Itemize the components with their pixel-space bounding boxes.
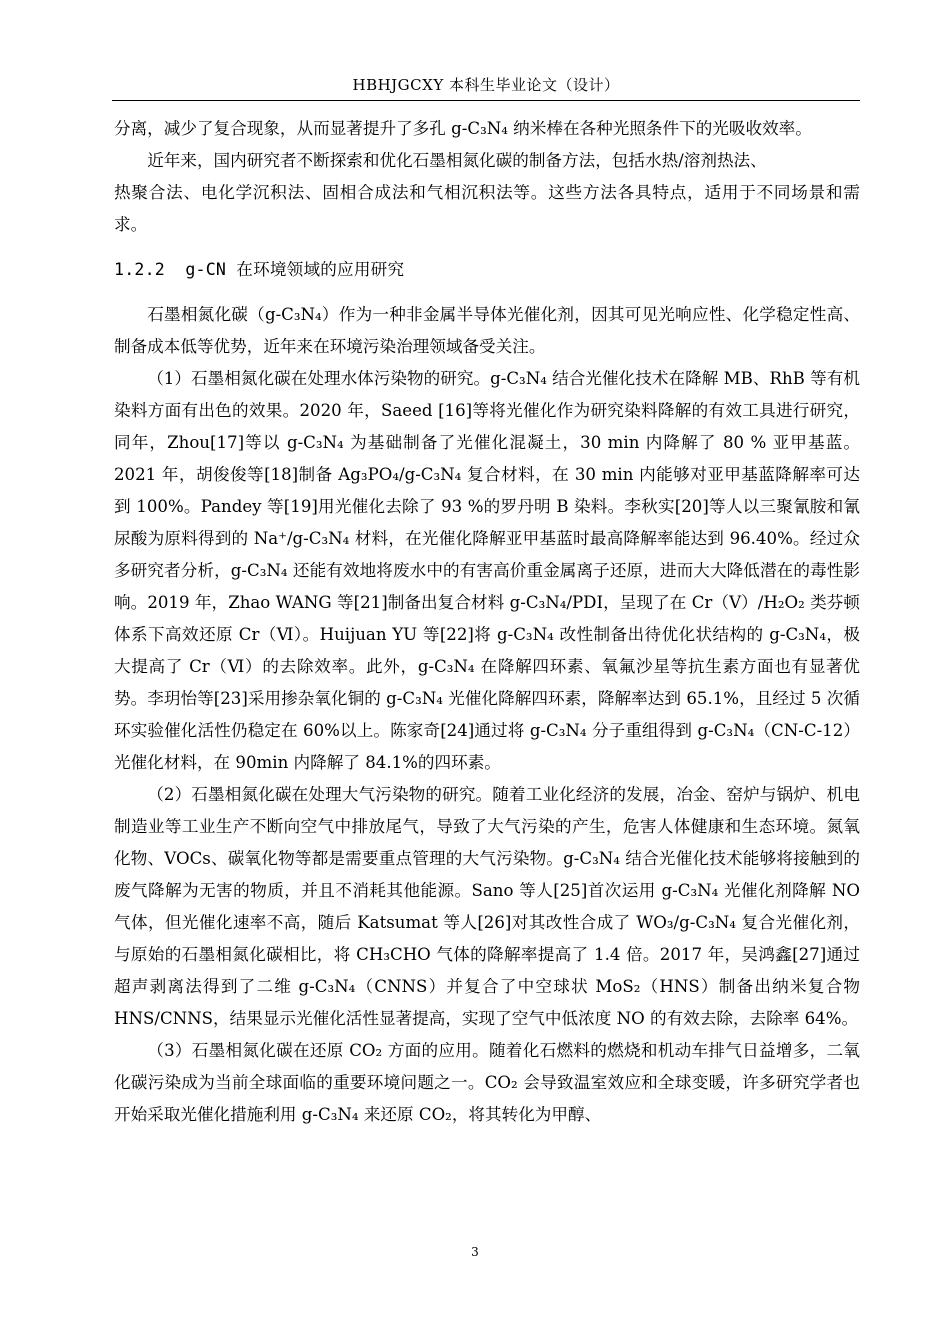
page-header: HBHJGCXY 本科生毕业论文（设计） xyxy=(352,76,620,94)
header-divider xyxy=(112,100,860,101)
section-number: 1.2.2 xyxy=(114,260,165,279)
paragraph-preparation-methods-cont: 热聚合法、电化学沉积法、固相合成法和气相沉积法等。这些方法各具特点，适用于不同场景和需求。 xyxy=(114,183,860,234)
paragraph-intro: 石墨相氮化碳（g-C₃N₄）作为一种非金属半导体光催化剂，因其可见光响应性、化学稳定性高、制备成本低等优势，近年来在环境污染治理领域备受关注。 xyxy=(114,305,860,356)
paragraph-continued: 分离，减少了复合现象，从而显著提升了多孔 g-C₃N₄ 纳米棒在各种光照条件下的光吸收效率。 xyxy=(114,119,812,138)
paragraph-preparation-methods: 近年来，国内研究者不断探索和优化石墨相氮化碳的制备方法，包括水热/溶剂热法、 xyxy=(147,151,767,170)
document-body xyxy=(114,113,860,1131)
paragraph-water-pollutants: （1）石墨相氮化碳在处理水体污染物的研究。g-C₃N₄ 结合光催化技术在降解 MB、RhB 等有机染料方面有出色的效果。2020 年，Saeed [16]等将光催化作为研究染料降解的有效工具进行研究，同年，Zhou[17]等以 g-C₃N₄ 为基础制备了光催化混凝土，30 min 内降解了 80 % 亚甲基蓝。2021 年，胡俊俊等[18]制备 Ag₃PO₄/g-C₃N₄ 复合材料，在 30 min 内能够对亚甲基蓝降解率可达到 100%。Pandey 等[19]用光催化去除了 93 %的罗丹明 B 染料。李秋实[20]等人以三聚氰胺和氰尿酸为原料得到的 Na⁺/g-C₃N₄ 材料，在光催化降解亚甲基蓝时最高降解率能达到 96.40%。经过众多研究者分析，g-C₃N₄ 还能有效地将废水中的有害高价重金属离子还原，进而大大降低潜在的毒性影响。2019 年，Zhao WANG 等[21]制备出复合材料 g-C₃N₄/PDI，呈现了在 Cr（Ⅴ）/H₂O₂ 类芬顿体系下高效还原 Cr（Ⅵ）。Huijuan YU 等[22]将 g-C₃N₄ 改性制备出待优化状结构的 g-C₃N₄，极大提高了 Cr（Ⅵ）的去除效率。此外，g-C₃N₄ 在降解四环素、氧氟沙星等抗生素方面也有显著优势。李玥怡等[23]采用掺杂氧化铜的 g-C₃N₄ 光催化降解四环素，降解率达到 65.1%，且经过 5 次循环实验催化活性仍稳定在 60%以上。陈家奇[24]通过将 g-C₃N₄ 分子重组得到 g-C₃N₄（CN-C-12）光催化材料，在 90min 内降解了 84.1%的四环素。 xyxy=(114,369,860,772)
paragraph-air-pollutants: （2）石墨相氮化碳在处理大气污染物的研究。随着工业化经济的发展，冶金、窑炉与锅炉、机电制造业等工业生产不断向空气中排放尾气，导致了大气污染的产生，危害人体健康和生态环境。氮氧化物、VOCs、碳氧化物等都是需要重点管理的大气污染物。g-C₃N₄ 结合光催化技术能够将接触到的废气降解为无害的物质，并且不消耗其他能源。Sano 等人[25]首次运用 g-C₃N₄ 光催化剂降解 NO 气体，但光催化速率不高，随后 Katsumat 等人[26]对其改性合成了 WO₃/g-C₃N₄ 复合光催化剂，与原始的石墨相氮化碳相比，将 CH₃CHO 气体的降解率提高了 1.4 倍。2017 年，吴鸿鑫[27]通过超声剥离法得到了二维 g-C₃N₄（CNNS）并复合了中空球状 MoS₂（HNS）制备出纳米复合物 HNS/CNNS，结果显示光催化活性显著提高，实现了空气中低浓度 NO 的有效去除，去除率 64%。 xyxy=(114,785,860,1028)
page-number: 3 xyxy=(471,1245,479,1259)
paragraph-co2-reduction: （3）石墨相氮化碳在还原 CO₂ 方面的应用。随着化石燃料的燃烧和机动车排气日益增多，二氧化碳污染成为当前全球面临的重要环境问题之一。CO₂ 会导致温室效应和全球变暖，许多研究学者也开始采取光催化措施利用 g-C₃N₄ 来还原 CO₂，将其转化为甲醇、 xyxy=(114,1041,860,1124)
section-heading xyxy=(114,254,860,286)
section-title: g-CN 在环境领域的应用研究 xyxy=(185,260,405,279)
